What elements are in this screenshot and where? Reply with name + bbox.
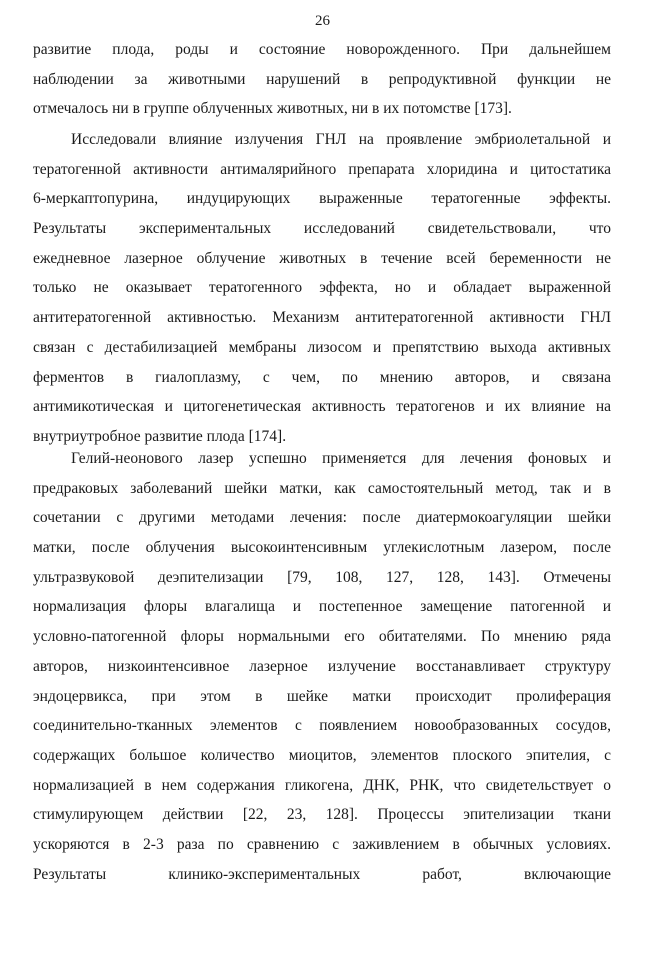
text-line: условно-патогенной флоры нормальными его обитателями. По мнению ряда (33, 628, 611, 646)
text-line: авторов, низкоинтенсивное лазерное излучение восстанавливает структуру (33, 657, 611, 675)
text-line: антимикотическая и цитогенетическая активность тератогенов и их влияние на (33, 398, 611, 416)
text-line: ферментов в гиалоплазму, с чем, по мнению авторов, и связана (33, 368, 611, 386)
text-line: предраковых заболеваний шейки матки, как самостоятельный метод, так и в (33, 479, 611, 497)
text-line: ежедневное лазерное облучение животных в течение всей беременности не (33, 249, 611, 267)
paragraph-1 (33, 35, 611, 124)
text-line: соединительно-тканных элементов с появлением новообразованных сосудов, (33, 717, 611, 735)
text-line: только не оказывает тератогенного эффекта, но и обладает выраженной (33, 279, 611, 297)
paragraph-2 (33, 125, 611, 452)
text-line: 6-меркаптопурина, индуцирующих выраженные тератогенные эффекты. (33, 190, 611, 208)
text-line: нормализацией в нем содержания гликогена, ДНК, РНК, что свидетельствует о (33, 776, 611, 794)
text-line: Гелий-неонового лазер успешно применяется для лечения фоновых и (71, 450, 611, 467)
text-line: развитие плода, роды и состояние новорожденного. При дальнейшем (33, 41, 611, 58)
text-line: связан с дестабилизацией мембраны лизосом и препятствию выхода активных (33, 338, 611, 356)
text-line: матки, после облучения высокоинтенсивным углекислотным лазером, после (33, 539, 611, 557)
paragraph-3 (33, 444, 611, 889)
text-line: сочетании с другими методами лечения: после диатермокоагуляции шейки (33, 509, 611, 527)
text-line: ультразвуковой деэпителизации [79, 108, 127, 128, 143]. Отмечены (33, 568, 611, 586)
page-number: 26 (315, 13, 330, 29)
text-line: Результаты экспериментальных исследований свидетельствовали, что (33, 220, 611, 238)
text-line: содержащих большое количество миоцитов, элементов плоского эпителия, с (33, 746, 611, 764)
text-line: внутриутробное развитие плода [174]. (33, 427, 287, 445)
text-line: Исследовали влияние излучения ГНЛ на проявление эмбриолетальной и (71, 131, 611, 148)
text-line: ускоряются в 2-3 раза по сравнению с заживлением в обычных условиях. (33, 835, 611, 853)
text-line: отмечалось ни в группе облученных животных, ни в их потомстве [173]. (33, 100, 512, 118)
text-line: наблюдении за животными нарушений в репродуктивной функции не (33, 70, 611, 88)
text-line: эндоцервикса, при этом в шейке матки происходит пролиферация (33, 687, 611, 705)
text-line: нормализация флоры влагалища и постепенное замещение патогенной и (33, 598, 611, 616)
text-line: тератогенной активности антималярийного препарата хлоридина и цитостатика (33, 160, 611, 178)
text-line: антитератогенной активностью. Механизм антитератогенной активности ГНЛ (33, 309, 611, 327)
text-line: стимулирующем действии [22, 23, 128]. Процессы эпителизации ткани (33, 806, 611, 824)
text-line: Результаты клинико-экспериментальных работ, включающие (33, 865, 611, 883)
